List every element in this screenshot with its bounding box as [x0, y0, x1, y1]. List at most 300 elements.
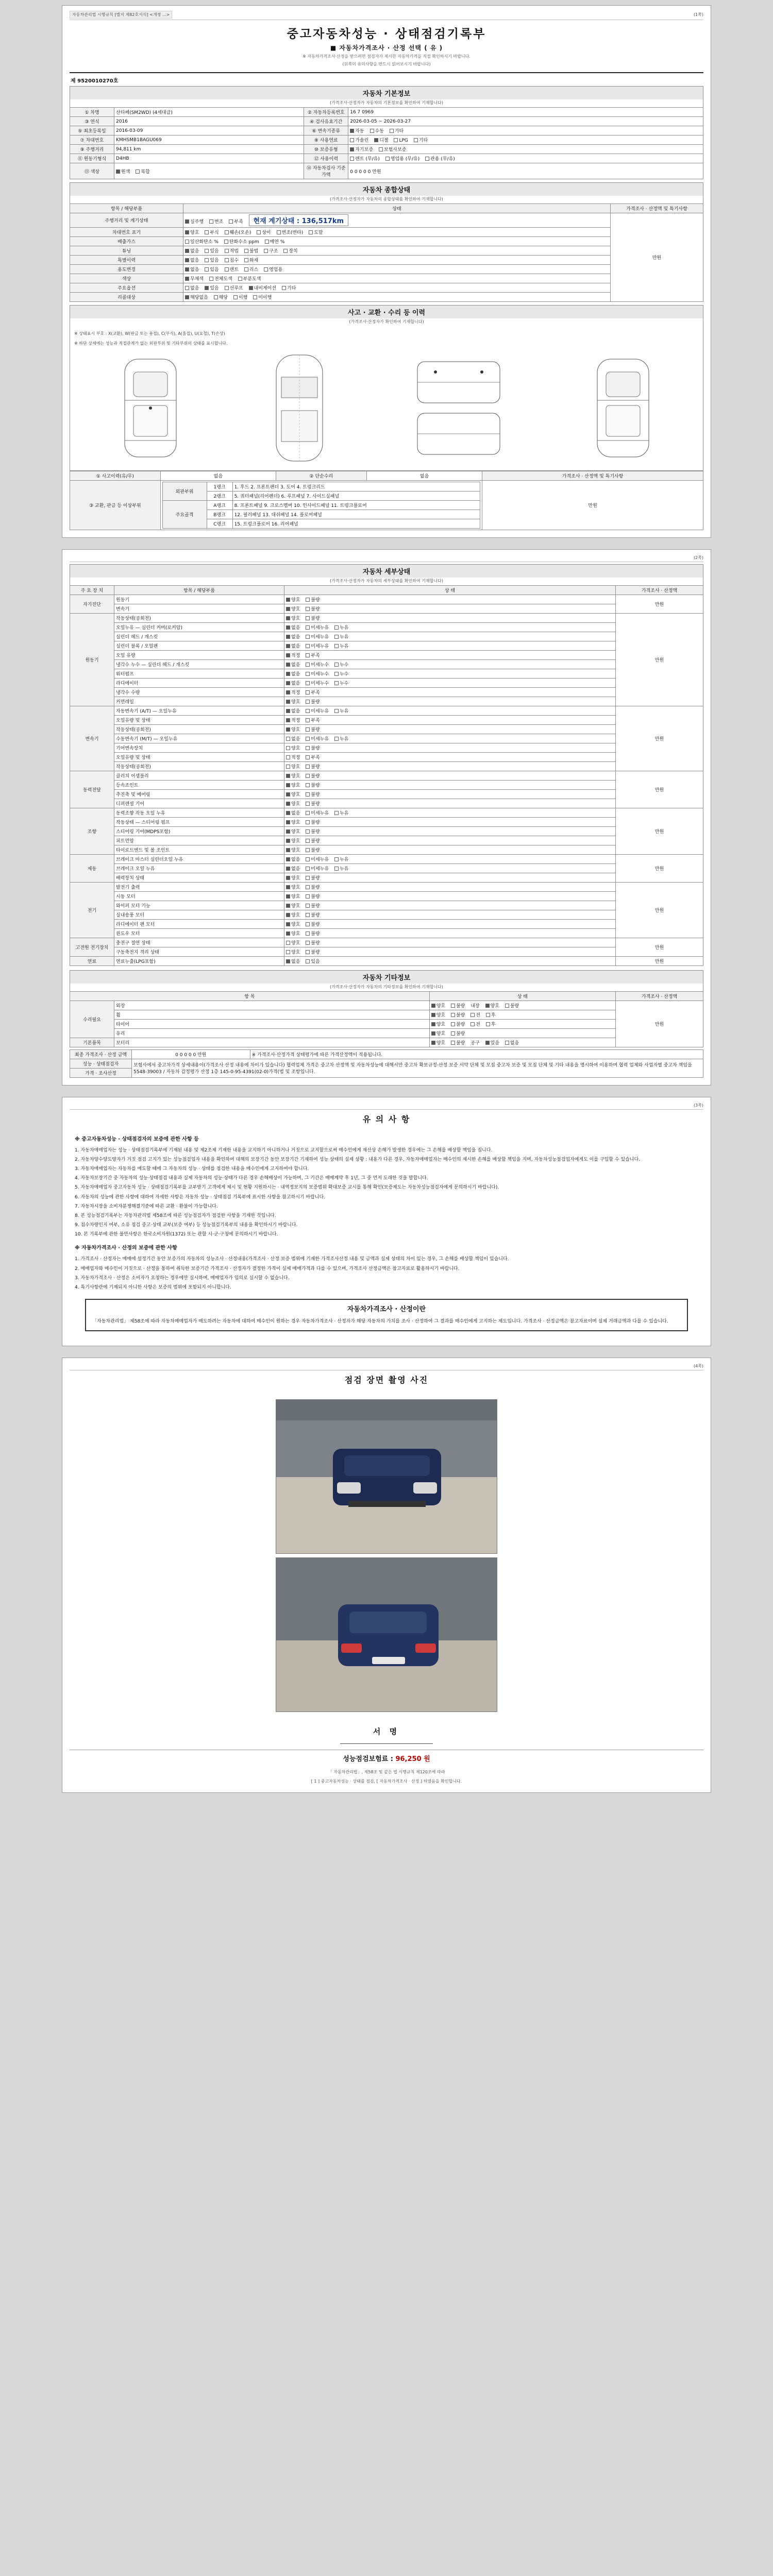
checkbox-option[interactable]: 불량	[306, 726, 320, 733]
document-title: 중고자동차성능 · 상태점검기록부	[287, 27, 486, 41]
checkbox-option[interactable]: 관용 (무/유)	[425, 155, 455, 162]
document-note-2: (뒤쪽의 유의사항을 반드시 읽어보시기 바랍니다)	[342, 62, 431, 66]
part-label: 등속조인트	[114, 780, 284, 789]
emission-hc[interactable]: 탄화수소 ppm	[224, 238, 259, 245]
checkbox-option[interactable]: 불량	[306, 596, 320, 603]
checkbox-option[interactable]: 없음	[286, 958, 300, 964]
checkbox-option[interactable]: 미세누유	[306, 856, 329, 862]
notice-body	[70, 1135, 703, 1292]
checkbox-option[interactable]: 불법	[244, 247, 258, 254]
table-row	[162, 500, 480, 510]
row-label: 주행거리 및 계기상태	[70, 213, 183, 228]
table-row	[70, 687, 703, 697]
checkbox-option[interactable]: 장치	[283, 247, 297, 254]
table-row	[70, 246, 703, 256]
checkbox-option[interactable]: 없음	[286, 633, 300, 640]
emission-co[interactable]: 일산화탄소 %	[185, 238, 219, 245]
checkbox-option[interactable]: 후	[486, 1011, 496, 1018]
checkbox-option[interactable]: 적정	[286, 652, 300, 658]
table-row	[70, 117, 703, 126]
checkbox-option[interactable]: 불량	[306, 893, 320, 900]
checkbox-option[interactable]: 누유	[334, 624, 348, 631]
checkbox-option[interactable]: 양호	[286, 911, 300, 918]
checkbox-option[interactable]: 해당	[214, 294, 228, 300]
field-label: ⑧ 사용연료	[304, 135, 348, 145]
checkbox-option[interactable]: 양호	[431, 1039, 445, 1046]
checkbox-option[interactable]: 양호	[431, 1011, 445, 1018]
parts-rank-table	[162, 482, 481, 529]
checkbox-option[interactable]: 양호	[286, 615, 300, 621]
checkbox-option[interactable]: 기타	[282, 284, 296, 291]
checkbox-option[interactable]: 불량	[451, 1021, 465, 1027]
price-cell: 만원	[616, 882, 703, 938]
checkbox-option[interactable]: 자동	[350, 127, 364, 134]
checkbox-option[interactable]: 실주행	[185, 218, 204, 225]
notice-item: 3. 자동차매매업자는 자동차를 매도할 때에 그 자동차의 성능 · 상태를 점검한 내용을 매수인에게 고지하여야 합니다.	[75, 1166, 309, 1172]
price-cell: 만원	[616, 956, 703, 965]
accident-title: 사고 · 교환 · 수리 등 이력	[70, 305, 703, 318]
car-diagram-row	[73, 349, 700, 467]
checkbox-option[interactable]: 원색	[116, 168, 130, 175]
inspector-footer-text: 보험사에서 중고차가격 상세내용이(가격조사 산정 내용에 차이가 있습니다) 협력업체 가격은 중고차 산정액 및 자동차성능에 대해서만 중고차 확보규정·산정 보증 서약 단체 및 모집 중고차 보증 및 모집 단체 및 기타 내용을 명시하여 이용하며 협력 업체와 사업자별 중고차 책임을 5548-39003 / 자동차 감정평가 산정 1층 145-0-95-4391(02-0)가격(법 및 조항입니다.	[132, 1059, 703, 1077]
checkbox-option[interactable]: 영업용 (무/유)	[385, 155, 419, 162]
field-label: ⑥ 변속기종류	[304, 126, 348, 135]
checkbox-option[interactable]: 양호	[286, 921, 300, 927]
checkbox-option[interactable]: 양호	[286, 800, 300, 807]
checkbox-option[interactable]: 적정	[286, 717, 300, 723]
checkbox-option[interactable]: 양호	[185, 229, 199, 235]
checkbox-option[interactable]: 부족	[306, 652, 320, 658]
checkbox-option[interactable]: 누유	[334, 633, 348, 640]
checkbox-option[interactable]: 불량	[451, 1030, 465, 1037]
field-label: ④ 검사유효기간	[304, 117, 348, 126]
checkbox-option[interactable]: 양호	[286, 763, 300, 770]
table-row	[70, 650, 703, 659]
table-row	[70, 145, 703, 154]
checkbox-option[interactable]: 불량	[306, 846, 320, 853]
row-label: 색상	[70, 274, 183, 283]
checkbox-option[interactable]: 불량	[306, 772, 320, 779]
checkbox-option[interactable]: 있음	[205, 257, 219, 263]
checkbox-option[interactable]: 없음	[286, 624, 300, 631]
field-value: D4HB	[114, 154, 304, 163]
checkbox-option[interactable]: 침수	[225, 257, 239, 263]
checkbox-option[interactable]: 미세누유	[306, 809, 329, 816]
checkbox-option[interactable]: 양호	[286, 726, 300, 733]
checkbox-option[interactable]: 없음	[286, 661, 300, 668]
part-label: 작동상태	[116, 820, 134, 825]
checkbox-option[interactable]: 누유	[334, 809, 348, 816]
disclaimer-title: 자동차가격조사 · 산정이란	[347, 1306, 426, 1314]
table-header-row	[70, 585, 703, 595]
checkbox-option[interactable]: 불량	[306, 837, 320, 844]
notice-item: 3. 자동차가격조사 · 산정은 소비자가 요청하는 경우에만 실시하며, 매매업자가 임의로 실시할 수 없습니다.	[75, 1275, 290, 1281]
part-label: 변속기	[114, 604, 284, 613]
checkbox-option[interactable]: 불량	[306, 874, 320, 881]
accident-summary-table	[70, 471, 703, 530]
group-label: 연료	[70, 956, 114, 965]
checkbox-option[interactable]: 없음	[286, 856, 300, 862]
checkbox-option[interactable]: 불량	[306, 782, 320, 788]
checkbox-option[interactable]: 불량	[306, 911, 320, 918]
checkbox-option[interactable]: 있음	[205, 247, 219, 254]
checkbox-option[interactable]: 양호	[286, 782, 300, 788]
part-sub-label: 실린더 헤드 / 개스킷	[114, 632, 284, 641]
checkbox-option[interactable]: 없음	[286, 809, 300, 816]
inspection-photo-rear	[276, 1557, 497, 1712]
checkbox-option[interactable]: 불량	[306, 930, 320, 937]
checkbox-option[interactable]: 있음	[306, 958, 320, 964]
checkbox-option[interactable]: 전체도색	[209, 275, 232, 282]
rank-1-items: 1. 후드 2. 프론트팬더 3. 도어 4. 트렁크리드	[232, 482, 480, 491]
checkbox-option[interactable]: 불량	[306, 948, 320, 955]
checkbox-option[interactable]: 양호	[286, 846, 300, 853]
checkbox-option[interactable]: 영업용	[264, 266, 282, 273]
table-row	[70, 1038, 703, 1047]
table-row	[70, 135, 703, 145]
checkbox-option[interactable]: 불량	[306, 744, 320, 751]
table-row	[70, 480, 703, 530]
part-label: 자동변속기 (A/T)	[116, 708, 152, 714]
checkbox-option[interactable]: 불량	[505, 1002, 519, 1009]
checkbox-option[interactable]: 리스	[244, 266, 258, 273]
checkbox-option[interactable]: 없음	[286, 865, 300, 872]
table-row	[70, 1010, 703, 1019]
checkbox-option[interactable]: 있음	[205, 284, 219, 291]
checkbox-option[interactable]: 불량	[306, 819, 320, 825]
table-header-row	[70, 204, 703, 213]
part-label: 외장	[114, 1001, 430, 1010]
checkbox-option[interactable]: 양호	[286, 837, 300, 844]
checkbox-option[interactable]: 있음	[205, 266, 219, 273]
part-label: 발전기 출력	[114, 882, 284, 891]
checkbox-option[interactable]: 양호	[286, 884, 300, 890]
checkbox-option[interactable]: 누수	[334, 661, 348, 668]
checkbox-option[interactable]: 양호	[431, 1002, 445, 1009]
signature-label: 서 명	[373, 1726, 400, 1736]
checkbox-option[interactable]: 양호	[431, 1021, 445, 1027]
checkbox-option[interactable]: 불량	[306, 939, 320, 946]
part-label: 배력장치 상태	[114, 873, 284, 882]
checkbox-option[interactable]: 전	[470, 1021, 480, 1027]
part-sub-label: 오일누유	[159, 736, 178, 742]
table-row	[70, 613, 703, 622]
checkbox-option[interactable]: 있음	[485, 1039, 499, 1046]
col-head-price: 가격조사 · 산정액	[616, 585, 703, 595]
signature-area[interactable]	[70, 1739, 703, 1750]
table-row	[70, 274, 703, 283]
price-cell: 만원	[616, 771, 703, 808]
field-value: 2016-03-09	[114, 126, 304, 135]
checkbox-option[interactable]: 기타	[414, 137, 428, 143]
sub-label: 내장	[470, 1003, 480, 1009]
group-label: 원동기	[70, 613, 114, 706]
row-label: 용도변경	[70, 265, 183, 274]
checkbox-option[interactable]: 미세누유	[306, 633, 329, 640]
checkbox-option[interactable]: 도말	[309, 229, 323, 235]
notice-title: 유 의 사 항	[362, 1114, 411, 1124]
table-row	[70, 863, 703, 873]
checkbox-option[interactable]: 불량	[306, 605, 320, 612]
page-3	[62, 1097, 711, 1346]
checkbox-option[interactable]: 없음	[185, 257, 199, 263]
checkbox-option[interactable]: 불량	[306, 921, 320, 927]
part-sub-label: 스티어링 펌프	[141, 820, 170, 825]
checkbox-option[interactable]: 없음	[286, 670, 300, 677]
part-sub-label: 실린더 커버(로커암)	[141, 625, 182, 631]
checkbox-option[interactable]: 없음	[286, 680, 300, 686]
inspection-fee-row	[70, 1750, 703, 1766]
car-front-rear-diagram	[410, 349, 508, 467]
table-row	[70, 771, 703, 780]
table-row	[70, 108, 703, 117]
table-row	[162, 519, 480, 528]
checkbox-option[interactable]: 적법	[225, 247, 239, 254]
checkbox-option[interactable]: 양호	[286, 930, 300, 937]
checkbox-option[interactable]: 불량	[306, 763, 320, 770]
checkbox-option[interactable]: 불량	[306, 884, 320, 890]
form-topbar-3	[70, 1103, 703, 1110]
group-label: 조향	[70, 808, 114, 854]
rank-2-label: 2랭크	[207, 491, 232, 500]
field-label: ① 차명	[70, 108, 114, 117]
table-row	[70, 882, 703, 891]
checkbox-option[interactable]: 미세누수	[306, 661, 329, 668]
checkbox-option[interactable]: 미이행	[253, 294, 272, 300]
checkbox-option[interactable]: 없음	[185, 284, 199, 291]
checkbox-option[interactable]: 후	[486, 1021, 496, 1027]
price-cell: 만원	[616, 706, 703, 771]
checkbox-option[interactable]: 미세누수	[306, 680, 329, 686]
checkbox-option[interactable]: 누유	[334, 865, 348, 872]
part-sub-label: 작동상태(공회전)	[114, 724, 284, 734]
group-label: 수리필요	[70, 1001, 114, 1038]
group-label: 고전원 전기장치	[70, 938, 114, 956]
checkbox-option[interactable]: 양호	[286, 874, 300, 881]
checkbox-option[interactable]: LPG	[394, 138, 408, 143]
checkbox-option[interactable]: 이행	[233, 294, 247, 300]
checkbox-option[interactable]: 없음	[286, 735, 300, 742]
checkbox-option[interactable]: 무채색	[185, 275, 204, 282]
accident-note: (가격조사·산정자가 확인하여 기재합니다)	[70, 318, 703, 326]
checkbox-option[interactable]: 미세누수	[306, 670, 329, 677]
checkbox-option[interactable]: 디젤	[374, 137, 388, 143]
checkbox-option[interactable]: 렌트	[225, 266, 239, 273]
checkbox-option[interactable]: 양호	[286, 948, 300, 955]
part-sub-label: 라디에이터	[114, 678, 284, 687]
accident-price-label: 가격조사 · 산정액 및 특기사항	[482, 471, 703, 480]
part-label: 디퍼렌셜 기어	[114, 799, 284, 808]
checkbox-option[interactable]: 없음	[505, 1039, 519, 1046]
inspection-fee-label: 성능점검보험료 :	[343, 1755, 393, 1763]
notice-item: 8. 본 성능점검기록부는 자동차관리법 제58조에 따른 성능점검자가 점검한 사항을 기재한 것입니다.	[75, 1213, 276, 1218]
checkbox-option[interactable]: 불량	[451, 1039, 465, 1046]
checkbox-option[interactable]: 미세누유	[306, 624, 329, 631]
checkbox-option[interactable]: 미세누유	[306, 865, 329, 872]
signature-line[interactable]	[340, 1743, 433, 1744]
page-1	[62, 5, 711, 538]
rank-a-items: 8. 프론트패널 9. 크로스멤버 10. 인사이드패널 11. 트렁크플로어	[232, 500, 480, 510]
checkbox-option[interactable]: 부분도색	[238, 275, 261, 282]
car-side-left-diagram	[112, 349, 189, 467]
inspection-photo-front	[276, 1399, 497, 1554]
part-label: 브레이크 마스터 실린더오일 누유	[114, 854, 284, 863]
checkbox-option[interactable]: 양호	[286, 819, 300, 825]
accident-history-label: ① 사고이력(유/무)	[70, 471, 161, 480]
row-label: 특별이력	[70, 256, 183, 265]
checkbox-option[interactable]: 부식	[205, 229, 219, 235]
col-head-price: 가격조사 · 산정액	[616, 991, 703, 1001]
part-sub-label: 워터펌프	[114, 669, 284, 678]
table-row	[70, 1028, 703, 1038]
checkbox-option[interactable]: 전	[470, 1011, 480, 1018]
checkbox-option[interactable]: 불량	[451, 1011, 465, 1018]
basic-info-table	[70, 107, 703, 179]
notice-item: 6. 자동차의 성능에 관한 사항에 대하여 자세한 사항은 자동차 성능 · 상태점검 기록부에 표시한 사항을 참고하시기 바랍니다.	[75, 1194, 326, 1200]
table-row	[70, 1049, 703, 1059]
notice-item: 1. 가격조사 · 산정자는 매매에 설정기간 동안 보증가의 자동차의 성능조사 · 산정내용(가격조사 · 산정 보증 범위에 기재한 가격조사산정 내용 및 금액과 실제 상태의 차이 있는 경우, 그 손해를 배상할 책임이 있습니다.	[75, 1257, 509, 1262]
notice-item: 4. 자동차보장기간 중 자동차의 성능·상태점검 내용과 실제 자동차의 성능·상태가 다른 경우 손해배상이 가능하며, 그 기간은 매매계약 후 1년, 그 중 먼저 도래한 것을 말합니다.	[75, 1176, 428, 1181]
table-row	[70, 928, 703, 938]
table-row	[70, 780, 703, 789]
checkbox-option[interactable]: 미세누유	[306, 642, 329, 649]
checkbox-option[interactable]: 복합	[136, 168, 149, 175]
rank-b-label: B랭크	[207, 510, 232, 519]
checkbox-option[interactable]: 없음	[185, 247, 199, 254]
inspector-label: 성능 · 상태점검자	[70, 1059, 132, 1068]
part-label: 원동기	[114, 595, 284, 604]
table-row	[70, 752, 703, 761]
price-cell: 만원	[616, 854, 703, 882]
checkbox-option[interactable]: 양호	[431, 1030, 445, 1037]
checkbox-option[interactable]: 적정	[286, 689, 300, 696]
checkbox-option[interactable]: 누수	[334, 680, 348, 686]
checkbox-option[interactable]: 부족	[229, 218, 243, 225]
checkbox-option[interactable]: 누유	[334, 707, 348, 714]
table-row	[70, 947, 703, 956]
checkbox-option[interactable]: 없음	[286, 642, 300, 649]
checkbox-option[interactable]: 가솔린	[350, 137, 368, 143]
part-sub-label: 타이로드엔드 및 볼 조인트	[114, 845, 284, 854]
part-label: 구동축전지 격리 상태	[114, 947, 284, 956]
row-label: 차대번호 표기	[70, 228, 183, 237]
table-row	[70, 669, 703, 678]
checkbox-option[interactable]: 불량	[306, 791, 320, 798]
notice-item: 5. 자동차매매업자 중고자동차 성능 · 상태점검기록부를 교부받기 고객에게 제시 및 현황 지원하시는 · 내역정보지의 보증범위 확대보증 교시를 통해 확인(보증제도는 자동차성능점검자에게 문의하시기 바랍니다).	[75, 1185, 499, 1191]
form-topbar-2	[70, 555, 703, 562]
notice-item: 7. 자동차시장을 소비자분쟁해결기준에 따른 교환 · 환불이 가능합니다.	[75, 1204, 218, 1209]
table-row: 수동변속기 (M/T) — 오일누유 없음 미세누유 누유	[70, 734, 703, 743]
checkbox-option[interactable]: 변조	[209, 218, 223, 225]
checkbox-option[interactable]: 수동	[370, 127, 384, 134]
checkbox-option[interactable]: 구조	[264, 247, 278, 254]
part-label: 추진축 및 베어링	[114, 789, 284, 799]
checkbox-option[interactable]: 양호	[485, 1002, 499, 1009]
part-sub-label: 스티어링 기어(MDPS포함)	[114, 826, 284, 836]
checkbox-option[interactable]: 누유	[334, 735, 348, 742]
checkbox-option[interactable]: 해당없음	[185, 294, 208, 300]
checkbox-option[interactable]: 부족	[306, 754, 320, 760]
accident-history-value: 없음	[160, 471, 276, 480]
checkbox-option[interactable]: 양호	[286, 772, 300, 779]
rank-c-label: C랭크	[207, 519, 232, 528]
simple-repair-label: ② 단순수리	[276, 471, 367, 480]
checkbox-option[interactable]: 불량	[451, 1002, 465, 1009]
checkbox-option[interactable]: 내비게이션	[249, 284, 276, 291]
checkbox-option[interactable]: 불량	[306, 698, 320, 705]
checkbox-option[interactable]: 양호	[286, 791, 300, 798]
document-subtitle: ■ 자동차가격조사 · 산정 선택 ( 유 )	[330, 44, 443, 52]
checkbox-option[interactable]: 기타	[390, 127, 404, 134]
checkbox-option[interactable]: 렌트 (무/유)	[350, 155, 380, 162]
page-4	[62, 1358, 711, 1793]
table-row	[162, 510, 480, 519]
checkbox-option[interactable]: 불량	[306, 828, 320, 835]
table-row	[70, 789, 703, 799]
inspection-fee-value: 96,250 원	[395, 1755, 430, 1763]
checkbox-option[interactable]: 미세누유	[306, 735, 329, 742]
part-label: 실내송풍 모터	[114, 910, 284, 919]
checkbox-option[interactable]: 양호	[286, 939, 300, 946]
checkbox-option[interactable]: 양호	[286, 605, 300, 612]
price-cell: 만원	[616, 613, 703, 706]
checkbox-option[interactable]: 적정	[286, 754, 300, 760]
checkbox-option[interactable]: 불량	[306, 902, 320, 909]
checkbox-option[interactable]: 양호	[286, 893, 300, 900]
checkbox-option[interactable]: 양호	[286, 744, 300, 751]
table-row	[70, 126, 703, 135]
checkbox-option[interactable]: 상이	[257, 229, 271, 235]
emission-smoke[interactable]: 매연 %	[265, 238, 285, 245]
checkbox-option[interactable]: 없음	[286, 707, 300, 714]
checkbox-option[interactable]: 부족	[306, 717, 320, 723]
part-label: 오일 유량	[114, 650, 284, 659]
checkbox-option[interactable]: 양호	[286, 698, 300, 705]
part-label: 보터리	[114, 1038, 430, 1047]
checkbox-option[interactable]: 불량	[306, 800, 320, 807]
checkbox-option[interactable]: 변조(변타)	[277, 229, 304, 235]
table-row	[70, 891, 703, 901]
checkbox-option[interactable]: 누유	[334, 856, 348, 862]
part-label: 연료누출(LPG포함)	[114, 956, 284, 965]
checkbox-option[interactable]: 없음	[185, 266, 199, 273]
table-row	[70, 1059, 703, 1068]
table-row	[70, 761, 703, 771]
checkbox-option[interactable]: 양호	[286, 828, 300, 835]
checkbox-option[interactable]: 양호	[286, 596, 300, 603]
checkbox-option[interactable]: 자기보증	[350, 146, 373, 152]
row-label: 튜닝	[70, 246, 183, 256]
rank-a-label: A랭크	[207, 500, 232, 510]
checkbox-option[interactable]: 부족	[306, 689, 320, 696]
part-label: 작동상태(공회전)	[114, 613, 284, 622]
checkbox-option[interactable]: 선루프	[225, 284, 243, 291]
field-label: ③ 연식	[70, 117, 114, 126]
checkbox-option[interactable]: 불량	[306, 615, 320, 621]
checkbox-option[interactable]: 누수	[334, 670, 348, 677]
checkbox-option[interactable]: 미세누유	[306, 707, 329, 714]
checkbox-option[interactable]: 화재	[244, 257, 258, 263]
field-value: 16 7 0969	[348, 108, 703, 117]
part-sub-label: 오일누유	[158, 708, 177, 714]
sub-label: 공구	[470, 1040, 480, 1046]
checkbox-option[interactable]: 훼손(오손)	[225, 229, 251, 235]
checkbox-option[interactable]: 양호	[286, 902, 300, 909]
checkbox-option[interactable]: 누유	[334, 642, 348, 649]
etc-table	[70, 991, 703, 1047]
part-label: 클러치 어셈블리	[114, 771, 284, 780]
checkbox-option[interactable]: 보험사보증	[379, 146, 406, 152]
